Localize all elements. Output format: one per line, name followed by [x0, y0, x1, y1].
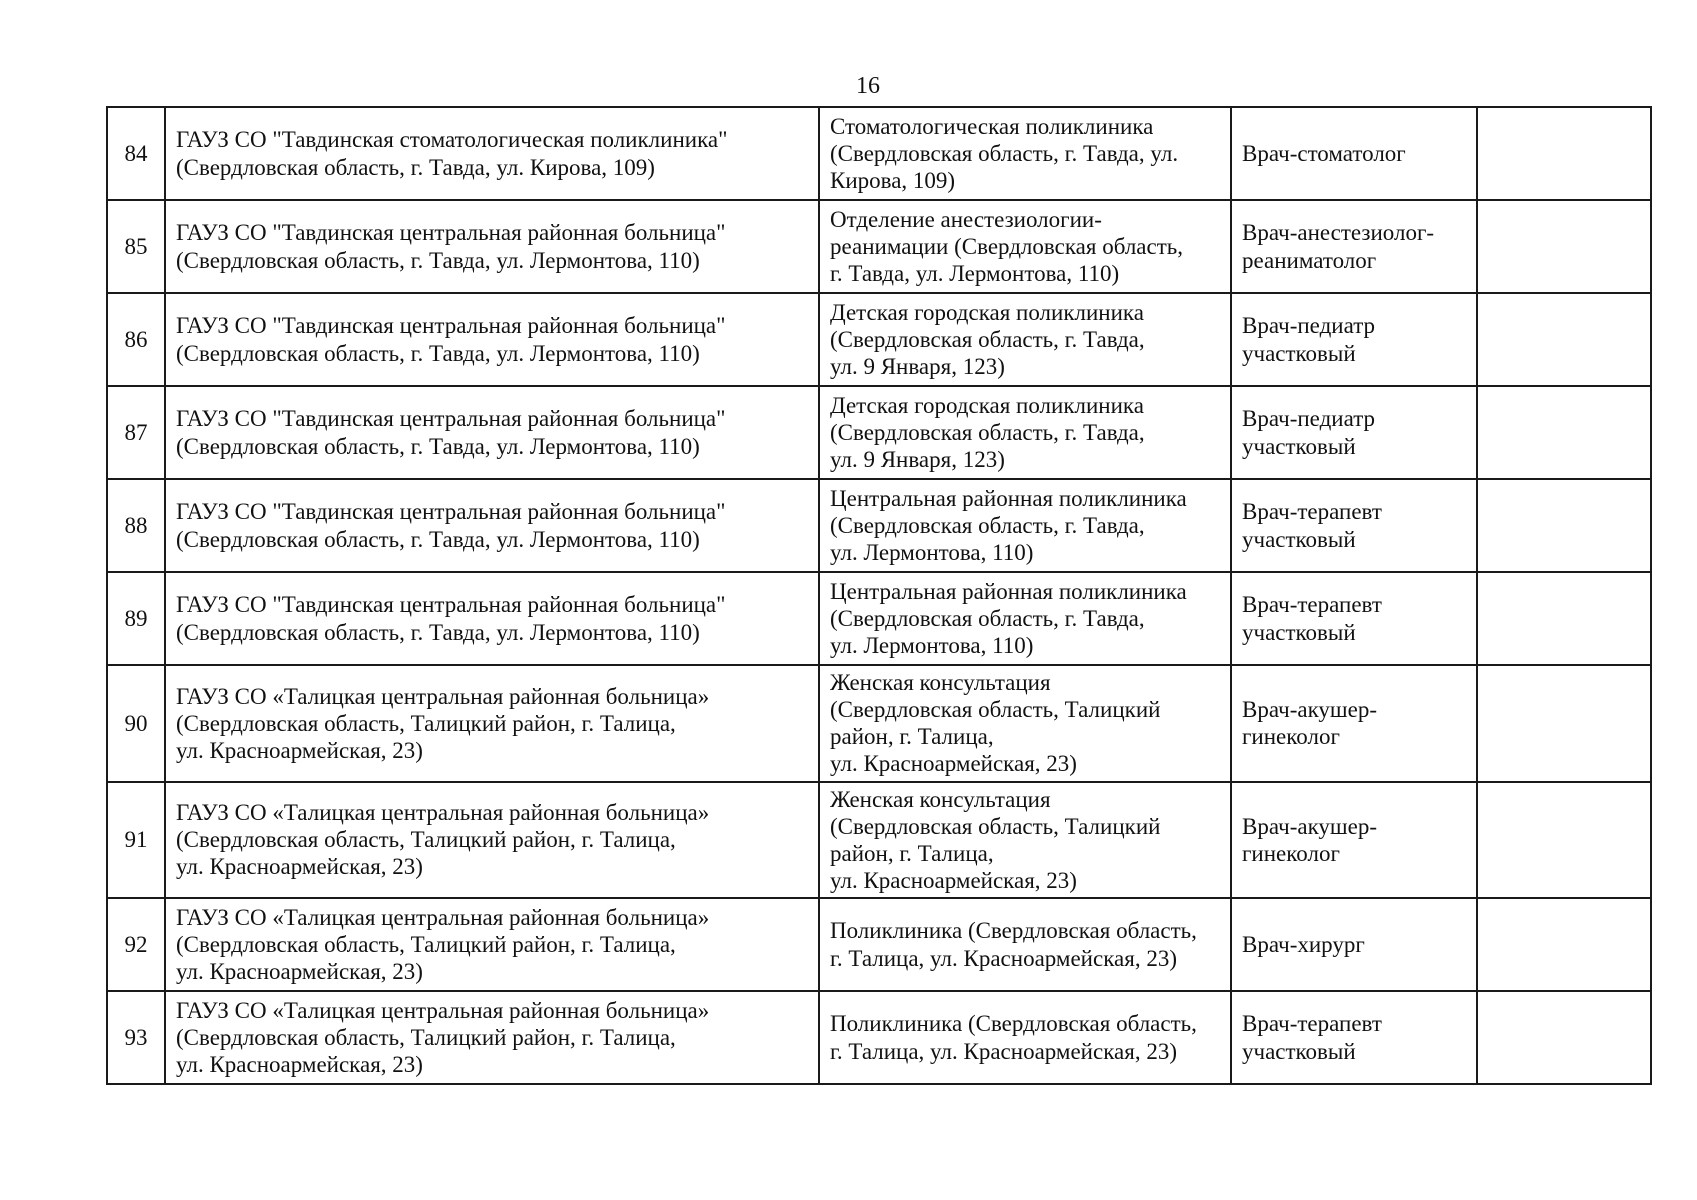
table-row — [107, 572, 1651, 665]
position-cell — [1231, 107, 1477, 200]
row-number-cell — [107, 572, 165, 665]
organization-line: ГАУЗ СО "Тавдинская центральная районная больница" — [176, 406, 726, 432]
subdivision-line: ул. Лермонтова, 110) — [830, 540, 1034, 566]
position-cell — [1231, 386, 1477, 479]
row-number-cell — [107, 665, 165, 782]
subdivision-line: ул. 9 Января, 123) — [830, 447, 1005, 473]
organization-line: ГАУЗ СО "Тавдинская стоматологическая поликлиника" — [176, 127, 728, 153]
position-line: Врач-стоматолог — [1242, 140, 1406, 166]
position-line: участковый — [1242, 1038, 1356, 1064]
position-cell — [1231, 991, 1477, 1084]
table-row — [107, 991, 1651, 1084]
position-cell — [1231, 898, 1477, 991]
row-number: 84 — [124, 140, 148, 166]
organization-line: ул. Красноармейская, 23) — [176, 854, 423, 880]
subdivision-cell — [819, 665, 1231, 782]
position-line: Врач-акушер- — [1242, 697, 1377, 723]
table-row — [107, 782, 1651, 899]
subdivision-line: Детская городская поликлиника — [830, 392, 1144, 418]
note-cell — [1477, 665, 1651, 782]
note-cell — [1477, 200, 1651, 293]
position-cell — [1231, 665, 1477, 782]
subdivision-cell — [819, 107, 1231, 200]
organization-cell — [165, 200, 819, 293]
subdivision-line: район, г. Талица, — [830, 840, 994, 866]
position-line: Врач-терапевт — [1242, 592, 1382, 618]
organization-cell — [165, 782, 819, 899]
row-number: 86 — [124, 326, 148, 352]
subdivision-cell — [819, 782, 1231, 899]
position-line: Врач-педиатр — [1242, 406, 1376, 432]
position-line: участковый — [1242, 433, 1356, 459]
position-line: участковый — [1242, 619, 1356, 645]
subdivision-cell — [819, 898, 1231, 991]
subdivision-line: ул. Лермонтова, 110) — [830, 633, 1034, 659]
note-cell — [1477, 107, 1651, 200]
note-cell — [1477, 572, 1651, 665]
organization-line: (Свердловская область, г. Тавда, ул. Лермонтова, 110) — [176, 619, 700, 645]
subdivision-line: (Свердловская область, Талицкий — [830, 697, 1161, 723]
position-line: Врач-терапевт — [1242, 499, 1382, 525]
table-row — [107, 107, 1651, 200]
subdivision-line: Поликлиника (Свердловская область, — [830, 1011, 1197, 1037]
row-number: 93 — [124, 1024, 148, 1050]
organization-cell — [165, 572, 819, 665]
organization-line: (Свердловская область, г. Тавда, ул. Лермонтова, 110) — [176, 340, 700, 366]
position-line: Врач-терапевт — [1242, 1011, 1382, 1037]
subdivision-line: г. Талица, ул. Красноармейская, 23) — [830, 1038, 1177, 1064]
row-number-cell — [107, 991, 165, 1084]
table-body — [107, 107, 1651, 1084]
position-line: Врач-анестезиолог- — [1242, 220, 1435, 246]
row-number-cell — [107, 200, 165, 293]
organization-line: ГАУЗ СО «Талицкая центральная районная больница» — [176, 800, 710, 826]
position-cell — [1231, 200, 1477, 293]
note-cell — [1477, 782, 1651, 899]
subdivision-line: ул. Красноармейская, 23) — [830, 751, 1077, 777]
subdivision-cell — [819, 293, 1231, 386]
subdivision-line: (Свердловская область, г. Тавда, — [830, 605, 1145, 631]
note-cell — [1477, 479, 1651, 572]
organization-line: ГАУЗ СО «Талицкая центральная районная больница» — [176, 997, 710, 1023]
organization-line: (Свердловская область, Талицкий район, г. Талица, — [176, 710, 676, 736]
organization-line: (Свердловская область, Талицкий район, г. Талица, — [176, 1024, 676, 1050]
row-number: 87 — [124, 419, 148, 445]
row-number: 89 — [124, 605, 148, 631]
position-cell — [1231, 782, 1477, 899]
table-row — [107, 898, 1651, 991]
subdivision-cell — [819, 479, 1231, 572]
row-number-cell — [107, 293, 165, 386]
subdivision-line: Кирова, 109) — [830, 168, 956, 194]
subdivision-line: (Свердловская область, г. Тавда, — [830, 326, 1145, 352]
subdivision-cell — [819, 200, 1231, 293]
row-number: 90 — [124, 710, 148, 736]
row-number-cell — [107, 898, 165, 991]
position-line: гинеколог — [1242, 724, 1340, 750]
table-row — [107, 293, 1651, 386]
subdivision-line: (Свердловская область, г. Тавда, — [830, 512, 1145, 538]
subdivision-cell — [819, 991, 1231, 1084]
organization-line: ул. Красноармейская, 23) — [176, 737, 423, 763]
row-number-cell — [107, 479, 165, 572]
subdivision-line: ул. Красноармейская, 23) — [830, 867, 1077, 893]
organization-line: ул. Красноармейская, 23) — [176, 1052, 423, 1078]
subdivision-cell — [819, 572, 1231, 665]
organization-line: (Свердловская область, г. Тавда, ул. Лермонтова, 110) — [176, 433, 700, 459]
row-number: 85 — [124, 233, 148, 259]
page-number: 16 — [856, 73, 880, 99]
organization-cell — [165, 479, 819, 572]
position-line: гинеколог — [1242, 840, 1340, 866]
organization-line: ГАУЗ СО "Тавдинская центральная районная больница" — [176, 313, 726, 339]
organization-line: ул. Красноармейская, 23) — [176, 959, 423, 985]
subdivision-line: ул. 9 Января, 123) — [830, 354, 1005, 380]
row-number: 88 — [124, 512, 148, 538]
organization-cell — [165, 386, 819, 479]
organization-line: (Свердловская область, г. Тавда, ул. Лермонтова, 110) — [176, 247, 700, 273]
subdivision-line: (Свердловская область, Талицкий — [830, 813, 1161, 839]
organization-line: ГАУЗ СО "Тавдинская центральная районная больница" — [176, 499, 726, 525]
organization-cell — [165, 898, 819, 991]
row-number-cell — [107, 782, 165, 899]
subdivision-line: Женская консультация — [830, 786, 1051, 812]
subdivision-line: Центральная районная поликлиника — [830, 485, 1187, 511]
subdivision-line: Детская городская поликлиника — [830, 299, 1144, 325]
position-line: Врач-акушер- — [1242, 813, 1377, 839]
subdivision-line: район, г. Талица, — [830, 724, 994, 750]
subdivision-line: Женская консультация — [830, 670, 1051, 695]
table-row — [107, 665, 1651, 782]
subdivision-line: Отделение анестезиологии- — [830, 206, 1102, 232]
position-line: реаниматолог — [1242, 247, 1377, 273]
position-line: Врач-педиатр — [1242, 313, 1376, 339]
organization-cell — [165, 991, 819, 1084]
note-cell — [1477, 386, 1651, 479]
organization-line: (Свердловская область, Талицкий район, г. Талица, — [176, 931, 676, 957]
position-cell — [1231, 572, 1477, 665]
organization-line: (Свердловская область, г. Тавда, ул. Кирова, 109) — [176, 154, 655, 180]
row-number-cell — [107, 386, 165, 479]
row-number: 91 — [124, 827, 148, 853]
organization-line: (Свердловская область, Талицкий район, г. Талица, — [176, 827, 676, 853]
subdivision-line: г. Талица, ул. Красноармейская, 23) — [830, 945, 1177, 971]
position-line: участковый — [1242, 526, 1356, 552]
subdivision-cell — [819, 386, 1231, 479]
table-row — [107, 200, 1651, 293]
organization-line: ГАУЗ СО «Талицкая центральная районная больница» — [176, 683, 710, 709]
vacancy-table — [106, 106, 1652, 1085]
table-row — [107, 386, 1651, 479]
position-line: участковый — [1242, 340, 1356, 366]
note-cell — [1477, 293, 1651, 386]
organization-cell — [165, 107, 819, 200]
organization-cell — [165, 665, 819, 782]
position-cell — [1231, 479, 1477, 572]
subdivision-line: г. Тавда, ул. Лермонтова, 110) — [830, 261, 1120, 287]
position-line: Врач-хирург — [1242, 931, 1365, 957]
position-cell — [1231, 293, 1477, 386]
subdivision-line: Поликлиника (Свердловская область, — [830, 918, 1197, 944]
organization-line: ГАУЗ СО «Талицкая центральная районная больница» — [176, 904, 710, 930]
organization-line: (Свердловская область, г. Тавда, ул. Лермонтова, 110) — [176, 526, 700, 552]
subdivision-line: (Свердловская область, г. Тавда, — [830, 419, 1145, 445]
subdivision-line: реанимации (Свердловская область, — [830, 233, 1184, 259]
note-cell — [1477, 898, 1651, 991]
row-number: 92 — [124, 931, 148, 957]
subdivision-line: (Свердловская область, г. Тавда, ул. — [830, 140, 1179, 166]
subdivision-line: Стоматологическая поликлиника — [830, 113, 1154, 139]
subdivision-line: Центральная районная поликлиника — [830, 578, 1187, 604]
organization-line: ГАУЗ СО "Тавдинская центральная районная больница" — [176, 220, 726, 246]
row-number-cell — [107, 107, 165, 200]
organization-cell — [165, 293, 819, 386]
organization-line: ГАУЗ СО "Тавдинская центральная районная больница" — [176, 592, 726, 618]
note-cell — [1477, 991, 1651, 1084]
table-row — [107, 479, 1651, 572]
